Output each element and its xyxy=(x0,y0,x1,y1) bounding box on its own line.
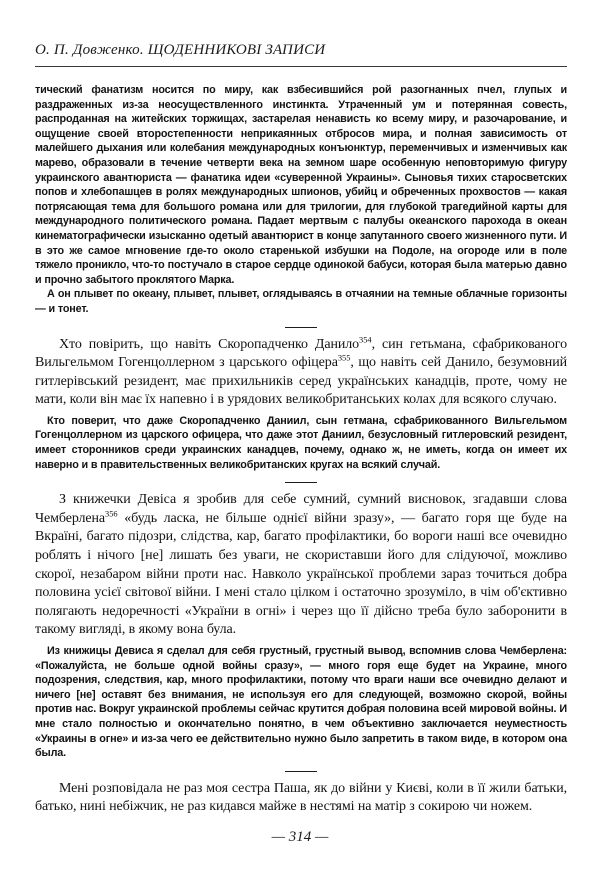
paragraph-ru-translation-skoropadchenko: Кто поверит, что даже Скоропадченко Даниил, сын гетмана, сфабрикованного Вильгельмом Гогенцоллерном из царского офицера, что даже этот Даниил, безусловный гитлеровский резидент, имеет сторонников среди украинских канадцев, почему, однако ж, не иметь, когда он имеет их наверно и в правительственных великобританских кругах на всякий случай. xyxy=(35,414,567,471)
paragraph-ru-ocean: А он плывет по океану, плывет, плывет, оглядываясь в отчаянии на темные облачные горизонты — и тонет. xyxy=(35,288,567,315)
section-separator xyxy=(35,327,567,328)
paragraph-ru-translation-devis: Из книжицы Девиса я сделал для себя грустный, грустный вывод, вспомнив слова Чемберлена: «Пожалуйста, не больше одной войны сразу», — много горя еще будет на Украине, много подозрения, следствия, кар, много профилактики, потому что враги наши все очевидно делают и ничего [не] оставят без внимания, не используя его для следующей, возможно скорой, войны против нас. Вокруг украинской проблемы сейчас крутится добрая половина всей мировой войны. И мне стало полностью и окончательно понятно, в чем объективно заключается неуместность «Украины в огне» и из-за чего ее действительно нужно было запретить в таком виде, в котором она была. xyxy=(35,645,567,760)
running-header: О. П. Довженко. ЩОДЕННИКОВІ ЗАПИСИ xyxy=(35,42,567,67)
section-separator xyxy=(35,482,567,483)
paragraph-uk-devis: З книжечки Девіса я зробив для себе сумний, сумний висновок, згадавши слова Чемберлена$^{356}$ «будь ласка, не більше однієї війни зразу», — багато горя ще буде на Вкраїні, багато підозри, слідства, кар, багато профілактики, бо вороги наші все очевидно роблять і нічого [не] лишать без уваги, не скориставши його для слідуючої, можливо скорої, незабаром війни проти нас. Навколо української проблеми зараз точиться добра половина усієї світової війни. І мені стало цілком і остаточно зрозуміло, в чім об'єктивно полягають недоречності «України в огні» і через що її дійсно треба було заборонити в такому вигляді, в якому вона була. xyxy=(35,492,567,638)
separator-line xyxy=(285,771,317,772)
paragraph-ru-continuation: тический фанатизм носится по миру, как взбесившийся рой разогнанных пчел, глупых и раздраженных из-за неосуществленного инстинкта. Утраченный ум и потерянная совесть, распроданная на житейских торжищах, застарелая ненависть ко всему миру, и разочарование, и ощущение своей второстепенности неприкаянных отбросов мира, и полная зависимость от малейшего дыхания или колебания международных конъюнктур, переменчивых и изменчивых как марево, образовали в течение четверти века на земном шаре особенную неповторимую фигуру украинского авантюриста — фанатика идеи «суверенной Украины». Сыновья тихих старосветских попов и хлебопашцев в ролях международных шпионов, убийц и обреченных прохвостов — какая потрясающая тема для большого романа или для трилогии, для глубокой трагедийной карты для международного политического романа. Падает мертвым с палубы океанского парохода в океан кинематографически изысканно одетый авантюрист в конце запутанного своего жизненного пути. И в это же самое мгновение где-то около старенькой избушки на Подоле, на огороде или в поле тяжело проникло, что-то постучало в старое сердце одинокой бабуси, которая была матерью давно и прочно забытого проклятого Марка. xyxy=(35,84,567,286)
section-separator xyxy=(35,771,567,772)
page-body xyxy=(35,83,567,817)
separator-line xyxy=(285,327,317,328)
paragraph-uk-pasha: Мені розповідала не раз моя сестра Паша, як до війни у Києві, коли в її жили батьки, батько, нині небіжчик, не раз кидався майже в нестямі на матір з сокирою чи ножем. xyxy=(35,780,567,815)
separator-line xyxy=(285,482,317,483)
paragraph-uk-skoropadchenko: Хто повірить, що навіть Скоропадченко Данило$^{354}$, син гетьмана, сфабрикованого Вильгельмом Гогенцоллерном з царського офіцера$^{355}$, що навіть сей Данило, безумовний гитлерівський резидент, має прихильників серед українських канадців, проте, чому не мати, коли він має їх напевно і в урядових великобританських колах для всякого случаю. xyxy=(35,334,567,408)
page-number: — 314 — xyxy=(271,829,329,845)
